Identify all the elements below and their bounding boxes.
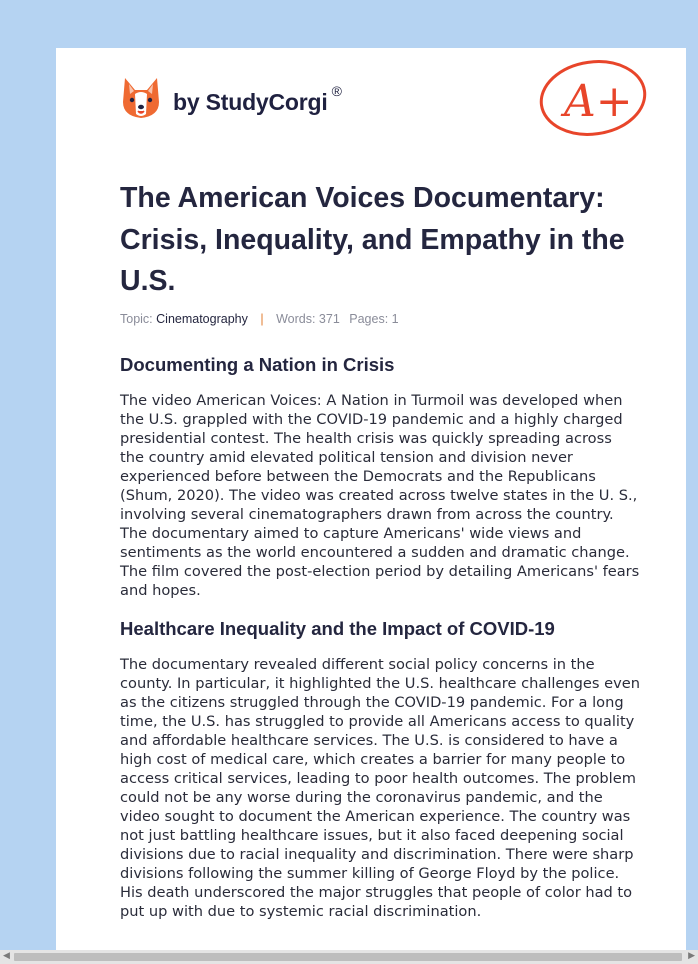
studycorgi-logo[interactable] — [121, 76, 342, 120]
section-paragraph: The video American Voices: A Nation in Turmoil was developed when the U.S. grappled with the COVID-19 pandemic and a highly charged presidential contest. The health crisis was quickly spreading across the country amid elevated political tension and division never experienced before between the Democrats and the Republicans (Shum, 2020). The video was created across twelve states in the U. S., involving several cinematographers drawn from across the country. The documentary aimed to capture Americans' wide views and sentiments as the world encountered a sudden and dramatic change. The film covered the post-election period by detailing Americans' fears and hopes. — [120, 392, 640, 599]
a-plus-grade-icon — [538, 58, 648, 140]
page-count: Pages: 1 — [349, 312, 399, 326]
topic-label: Topic: — [120, 312, 153, 326]
corgi-icon — [121, 76, 161, 120]
document-page — [56, 48, 686, 950]
scroll-right-icon[interactable]: ▶ — [688, 951, 695, 961]
section-heading: Healthcare Inequality and the Impact of COVID-19 — [120, 618, 555, 639]
section-paragraph: The documentary revealed different social policy concerns in the county. In particular, it highlighted the U.S. healthcare challenges even as the citizens struggled through the COVID-19 pandemic. For a long time, the U.S. has struggled to provide all Americans access to quality and affordable healthcare services. The U.S. is considered to have a high cost of medical care, which creates a barrier for many people to access critical services, leading to poor health outcomes. The problem could not be any worse during the coronavirus pandemic, and the video sought to document the American experience. The country was not just battling healthcare issues, but it also faced deepening social divisions due to racial inequality and discrimination. There were sharp divisions following the summer killing of George Floyd by the police. His death underscored the major struggles that people of color had to put up with due to systemic racial discrimination. — [120, 656, 640, 920]
meta-separator: | — [260, 312, 264, 326]
word-count: Words: 371 — [276, 312, 340, 326]
topic-link[interactable]: Cinematography — [156, 312, 248, 326]
scrollbar-thumb[interactable] — [14, 953, 682, 961]
page-title: The American Voices Documentary: Crisis, Inequality, and Empathy in the U.S. — [120, 182, 625, 297]
document-meta — [120, 312, 399, 326]
section-heading: Documenting a Nation in Crisis — [120, 354, 395, 375]
brand-name: by StudyCorgi ® — [173, 82, 342, 115]
horizontal-scrollbar[interactable] — [0, 950, 698, 964]
scroll-left-icon[interactable]: ◀ — [3, 951, 10, 961]
svg-text:A+: A+ — [564, 76, 633, 127]
